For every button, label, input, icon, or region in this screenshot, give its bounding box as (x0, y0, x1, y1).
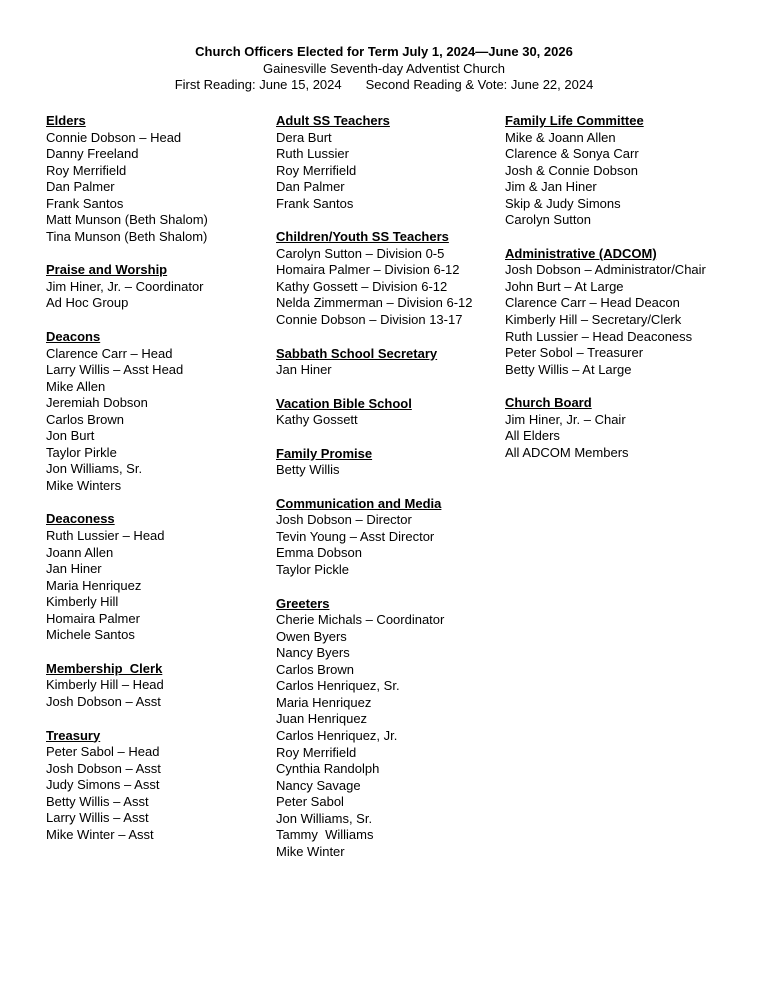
officer-entry: Carlos Brown (46, 411, 125, 427)
officer-column-middle (276, 113, 473, 877)
officer-entry: Dera Burt (276, 129, 332, 145)
officer-group-church-board (505, 395, 706, 461)
officer-group-adult-ss-teachers (276, 113, 473, 212)
officer-entry: Jeremiah Dobson (46, 395, 148, 411)
group-heading: Greeters (276, 595, 330, 611)
officer-entry: Ruth Lussier – Head Deaconess (505, 328, 693, 344)
officer-group-family-promise (276, 446, 473, 479)
officer-entry: Frank Santos (276, 195, 354, 211)
officer-entry: Juan Henriquez (276, 711, 368, 727)
first-reading-date: First Reading: June 15, 2024 (174, 77, 342, 92)
officer-entry: Nancy Savage (276, 777, 361, 793)
officer-entry: Cynthia Randolph (276, 761, 380, 777)
officer-entry: Peter Sobol – Treasurer (505, 345, 644, 361)
officer-group-deaconess (46, 511, 208, 643)
officer-group-greeters (276, 596, 473, 861)
officer-group-administrative-adcom (505, 246, 706, 378)
church-name: Gainesville Seventh-day Adventist Church (262, 60, 506, 76)
officer-entry: John Burt – At Large (505, 278, 624, 294)
officer-entry: Mike Winter (276, 843, 345, 859)
group-heading: Communication and Media (276, 495, 442, 511)
officer-entry: Larry Willis – Asst (46, 810, 149, 826)
officer-group-praise-and-worship (46, 262, 208, 312)
officer-entry: Carolyn Sutton (505, 212, 591, 228)
officer-entry: Roy Merrifield (276, 744, 357, 760)
group-heading: Children/Youth SS Teachers (276, 229, 449, 245)
officer-entry: Nelda Zimmerman – Division 6-12 (276, 295, 473, 311)
officer-group-family-life-committee (505, 113, 706, 229)
officer-entry: Frank Santos (46, 195, 124, 211)
officer-entry: Mike Winter – Asst (46, 826, 154, 842)
group-heading: Deacons (46, 329, 101, 345)
officer-entry: Jim Hiner, Jr. – Coordinator (46, 278, 204, 294)
group-heading: Vacation Bible School (276, 395, 412, 411)
officer-entry: Betty Willis – At Large (505, 361, 632, 377)
officer-entry: Roy Merrifield (276, 162, 357, 178)
officer-entry: Betty Willis (276, 462, 340, 478)
officer-entry: Carlos Henriquez, Jr. (276, 727, 398, 743)
officer-column-right (505, 113, 706, 478)
officer-entry: Tammy Williams (276, 827, 374, 843)
officer-entry: Homaira Palmer (46, 610, 140, 626)
officer-entry: Matt Munson (Beth Shalom) (46, 212, 208, 228)
officer-entry: Clarence Carr – Head Deacon (505, 295, 680, 311)
officer-group-communication-and-media (276, 496, 473, 579)
officer-group-elders (46, 113, 208, 245)
officer-entry: Dan Palmer (276, 179, 345, 195)
officer-entry: Mike & Joann Allen (505, 129, 616, 145)
officer-entry: Ruth Lussier – Head (46, 528, 165, 544)
group-heading: Treasury (46, 727, 101, 743)
group-heading: Elders (46, 113, 86, 128)
officer-entry: Nancy Byers (276, 645, 350, 661)
officer-entry: Mike Winters (46, 477, 122, 493)
officer-entry: Betty Willis – Asst (46, 793, 149, 809)
officer-entry: All Elders (505, 428, 560, 444)
group-heading: Family Life Committee (505, 113, 644, 128)
officer-entry: All ADCOM Members (505, 444, 629, 460)
officer-entry: Jan Hiner (46, 561, 102, 577)
officer-entry: Mike Allen (46, 378, 106, 394)
officer-group-sabbath-school-secretary (276, 346, 473, 379)
group-heading: Membership Clerk (46, 660, 163, 676)
officer-entry: Emma Dobson (276, 545, 362, 561)
officer-entry: Tevin Young – Asst Director (276, 528, 435, 544)
group-heading: Church Board (505, 395, 592, 411)
officer-entry: Jon Williams, Sr. (46, 461, 143, 477)
officer-entry: Dan Palmer (46, 179, 115, 195)
officer-entry: Jon Burt (46, 428, 95, 444)
officer-entry: Kimberly Hill – Secretary/Clerk (505, 312, 682, 328)
group-heading: Deaconess (46, 511, 115, 527)
officer-entry: Homaira Palmer – Division 6-12 (276, 262, 460, 278)
second-reading-date: Second Reading & Vote: June 22, 2024 (365, 77, 594, 92)
reading-dates (0, 77, 768, 94)
officer-entry: Taylor Pirkle (46, 444, 117, 460)
officer-group-membership-clerk (46, 661, 208, 711)
officer-entry: Judy Simons – Asst (46, 777, 160, 793)
officer-entry: Carolyn Sutton – Division 0-5 (276, 245, 445, 261)
officer-entry: Clarence & Sonya Carr (505, 146, 639, 162)
officer-entry: Jon Williams, Sr. (276, 810, 373, 826)
officer-entry: Josh Dobson – Administrator/Chair (505, 262, 706, 278)
officer-entry: Kathy Gossett – Division 6-12 (276, 278, 448, 294)
officer-entry: Peter Sabol (276, 794, 344, 810)
officer-entry: Peter Sabol – Head (46, 744, 160, 760)
group-heading: Family Promise (276, 445, 373, 461)
officer-entry: Clarence Carr – Head (46, 345, 173, 361)
officer-entry: Ad Hoc Group (46, 295, 129, 311)
officer-entry: Jim & Jan Hiner (505, 179, 597, 195)
group-heading: Administrative (ADCOM) (505, 245, 657, 261)
officer-entry: Kimberly Hill – Head (46, 677, 164, 693)
document-header (0, 44, 768, 94)
officer-entry: Taylor Pickle (276, 562, 349, 578)
officer-entry: Jan Hiner (276, 362, 332, 378)
officer-entry: Carlos Brown (276, 661, 355, 677)
officer-entry: Maria Henriquez (46, 577, 142, 593)
officer-entry: Kimberly Hill (46, 594, 119, 610)
officer-entry: Josh Dobson – Asst (46, 760, 161, 776)
group-heading: Sabbath School Secretary (276, 345, 438, 361)
officer-entry: Roy Merrifield (46, 162, 127, 178)
officer-entry: Kathy Gossett (276, 412, 358, 428)
officer-entry: Connie Dobson – Division 13-17 (276, 312, 463, 328)
officer-entry: Josh & Connie Dobson (505, 162, 638, 178)
officer-entry: Owen Byers (276, 628, 347, 644)
officer-entry: Tina Munson (Beth Shalom) (46, 228, 208, 244)
officer-entry: Joann Allen (46, 544, 114, 560)
officer-group-children-youth-ss-teachers (276, 229, 473, 328)
group-heading: Adult SS Teachers (276, 113, 390, 128)
officer-entry: Michele Santos (46, 627, 135, 643)
officer-entry: Danny Freeland (46, 146, 139, 162)
officer-group-deacons (46, 329, 208, 494)
officer-group-vacation-bible-school (276, 396, 473, 429)
officer-entry: Carlos Henriquez, Sr. (276, 678, 400, 694)
officer-entry: Josh Dobson – Asst (46, 693, 161, 709)
officer-entry: Jim Hiner, Jr. – Chair (505, 411, 626, 427)
officer-entry: Josh Dobson – Director (276, 512, 412, 528)
officer-entry: Cherie Michals – Coordinator (276, 612, 445, 628)
officer-group-treasury (46, 728, 208, 844)
officer-entry: Larry Willis – Asst Head (46, 362, 184, 378)
officer-column-left (46, 113, 208, 860)
group-heading: Praise and Worship (46, 262, 168, 278)
officer-entry: Skip & Judy Simons (505, 195, 621, 211)
officer-entry: Maria Henriquez (276, 694, 372, 710)
officer-entry: Ruth Lussier (276, 146, 349, 162)
document-title: Church Officers Elected for Term July 1, 2024—June 30, 2026 (195, 44, 573, 59)
officer-entry: Connie Dobson – Head (46, 129, 182, 145)
